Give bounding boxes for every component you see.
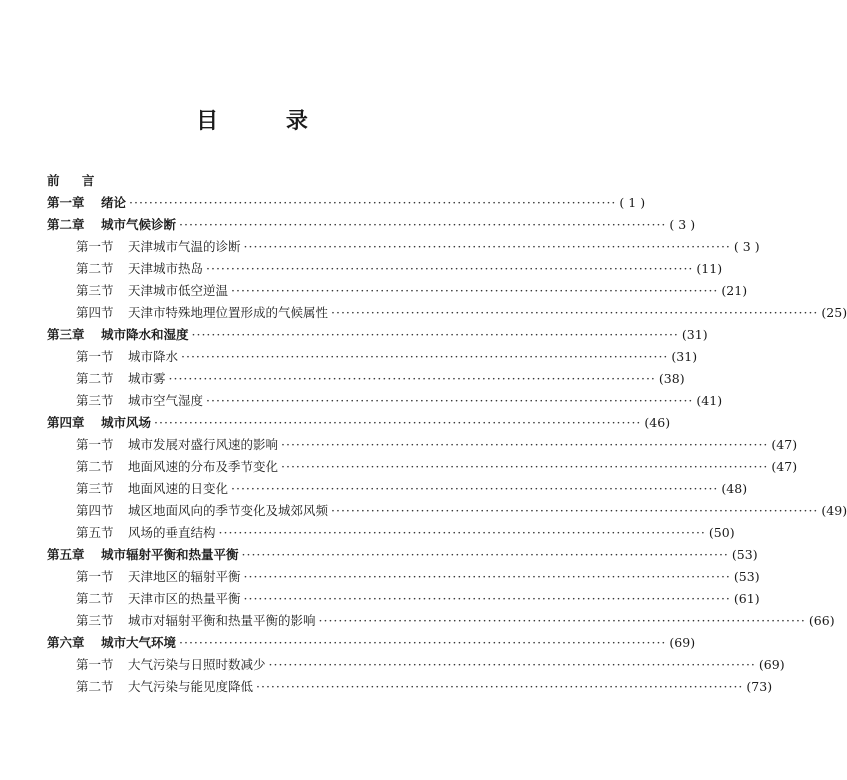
table-of-contents [47,170,847,698]
toc-leader-dots: ·································································································· [181,349,669,364]
toc-leader-dots: ·································································································· [243,239,731,254]
toc-entry-label: 第三节 [76,283,114,298]
toc-leader-dots: ·································································································· [206,261,694,276]
toc-entry-label: 第一节 [76,657,114,672]
toc-entry-page: (31) [681,327,708,342]
toc-leader-dots: ·································································································· [331,305,819,320]
toc-entry-page: (53) [731,547,758,562]
toc-entry-page: ( 1 ) [619,195,646,210]
toc-entry-page: (50) [708,525,735,540]
toc-entry-title: 天津市特殊地理位置形成的气候属性 [128,305,329,320]
toc-section-row [47,522,735,544]
toc-section-row [47,302,847,324]
toc-entry-label: 第三节 [76,613,114,628]
toc-entry-title: 绪论 [101,195,127,210]
toc-chapter-row [47,192,646,214]
toc-entry-label: 第一节 [76,569,114,584]
toc-leader-dots: ·································································································· [179,635,667,650]
toc-entry-label: 第一章 [47,195,85,210]
toc-section-row [47,280,748,302]
toc-entry-label: 第四节 [76,503,114,518]
toc-leader-dots: ·································································································· [243,569,731,584]
page-title: 目 录 [196,108,338,134]
toc-entry-label: 第三章 [47,327,85,342]
toc-leader-dots: ·································································································· [243,591,731,606]
toc-section-row [47,236,760,258]
toc-entry-label: 第二节 [76,371,114,386]
toc-entry-page: (61) [733,591,760,606]
toc-leader-dots: ·································································································· [206,393,694,408]
preface-heading: 前 言 [47,173,104,188]
toc-entry-title: 天津城市热岛 [128,261,204,276]
toc-entry-label: 第二章 [47,217,85,232]
toc-section-row [47,478,748,500]
toc-entry-label: 第一节 [76,437,114,452]
toc-entry-page: (49) [821,503,847,518]
toc-section-row [47,500,847,522]
toc-entry-label: 第三节 [76,393,114,408]
toc-entry-title: 城市降水和湿度 [101,327,189,342]
toc-entry-page: (66) [808,613,835,628]
toc-leader-dots: ·································································································· [129,195,617,210]
toc-leader-dots: ·································································································· [318,613,806,628]
toc-entry-page: (31) [671,349,698,364]
toc-entry-title: 大气污染与能见度降低 [128,679,254,694]
toc-section-row [47,566,760,588]
toc-chapter-row [47,632,696,654]
toc-leader-dots: ·································································································· [268,657,756,672]
toc-chapter-row [47,412,671,434]
toc-entry-title: 天津城市低空逆温 [128,283,229,298]
toc-entry-label: 第五章 [47,547,85,562]
toc-entry-title: 城市大气环境 [101,635,177,650]
toc-entry-title: 天津城市气温的诊断 [128,239,241,254]
toc-entry-title: 天津市区的热量平衡 [128,591,241,606]
toc-chapter-row [47,214,696,236]
toc-section-row [47,610,835,632]
toc-entry-title: 大气污染与日照时数减少 [128,657,266,672]
toc-entry-label: 第一节 [76,349,114,364]
toc-entry-title: 天津地区的辐射平衡 [128,569,241,584]
toc-entry-page: (47) [771,459,798,474]
toc-entry-title: 风场的垂直结构 [128,525,216,540]
toc-entry-label: 第一节 [76,239,114,254]
toc-leader-dots: ·································································································· [154,415,642,430]
toc-entry-label: 第二节 [76,459,114,474]
toc-leader-dots: ·································································································· [331,503,819,518]
toc-entry-page: (47) [771,437,798,452]
toc-entry-title: 城市空气湿度 [128,393,204,408]
toc-entry-page: (38) [658,371,685,386]
toc-entry-page: (69) [669,635,696,650]
toc-leader-dots: ·································································································· [231,481,719,496]
toc-chapter-row [47,324,708,346]
toc-chapter-row [47,544,758,566]
toc-entry-title: 城区地面风向的季节变化及城郊风频 [128,503,329,518]
toc-leader-dots: ·································································································· [168,371,656,386]
toc-entry-page: (46) [644,415,671,430]
toc-entry-title: 城市降水 [128,349,179,364]
toc-section-row [47,390,723,412]
toc-section-row [47,258,723,280]
toc-section-row [47,588,760,610]
toc-entry-label: 第四章 [47,415,85,430]
toc-entry-title: 城市对辐射平衡和热量平衡的影响 [128,613,316,628]
toc-entry-page: (25) [821,305,847,320]
toc-leader-dots: ·································································································· [218,525,706,540]
toc-section-row [47,346,698,368]
toc-entry-page: (48) [721,481,748,496]
toc-leader-dots: ·································································································· [281,437,769,452]
toc-entry-label: 第四节 [76,305,114,320]
toc-leader-dots: ·································································································· [179,217,667,232]
toc-section-row [47,654,785,676]
toc-entry-label: 第二节 [76,679,114,694]
toc-entry-label: 第三节 [76,481,114,496]
toc-section-row [47,456,798,478]
toc-entry-title: 地面风速的日变化 [128,481,229,496]
toc-entry-label: 第六章 [47,635,85,650]
toc-entry-title: 城市风场 [101,415,152,430]
toc-entry-title: 地面风速的分布及季节变化 [128,459,279,474]
toc-entry-label: 第二节 [76,591,114,606]
toc-entry-title: 城市雾 [128,371,166,386]
toc-leader-dots: ·································································································· [231,283,719,298]
toc-entry-page: ( 3 ) [669,217,696,232]
toc-entry-page: (11) [696,261,723,276]
toc-leader-dots: ·································································································· [256,679,744,694]
toc-entry-title: 城市发展对盛行风速的影响 [128,437,279,452]
toc-leader-dots: ·································································································· [281,459,769,474]
toc-section-row [47,368,685,390]
toc-entry-title: 城市辐射平衡和热量平衡 [101,547,239,562]
toc-entry-page: (73) [746,679,773,694]
toc-leader-dots: ·································································································· [191,327,679,342]
toc-entry-label: 第二节 [76,261,114,276]
toc-entry-page: (53) [733,569,760,584]
toc-entry-title: 城市气候诊断 [101,217,177,232]
toc-entry-label: 第五节 [76,525,114,540]
toc-section-row [47,676,773,698]
toc-entries [47,192,847,698]
toc-entry-page: (21) [721,283,748,298]
toc-entry-page: (69) [758,657,785,672]
toc-entry-page: (41) [696,393,723,408]
toc-section-row [47,434,798,456]
toc-entry-page: ( 3 ) [733,239,760,254]
toc-leader-dots: ·································································································· [241,547,729,562]
